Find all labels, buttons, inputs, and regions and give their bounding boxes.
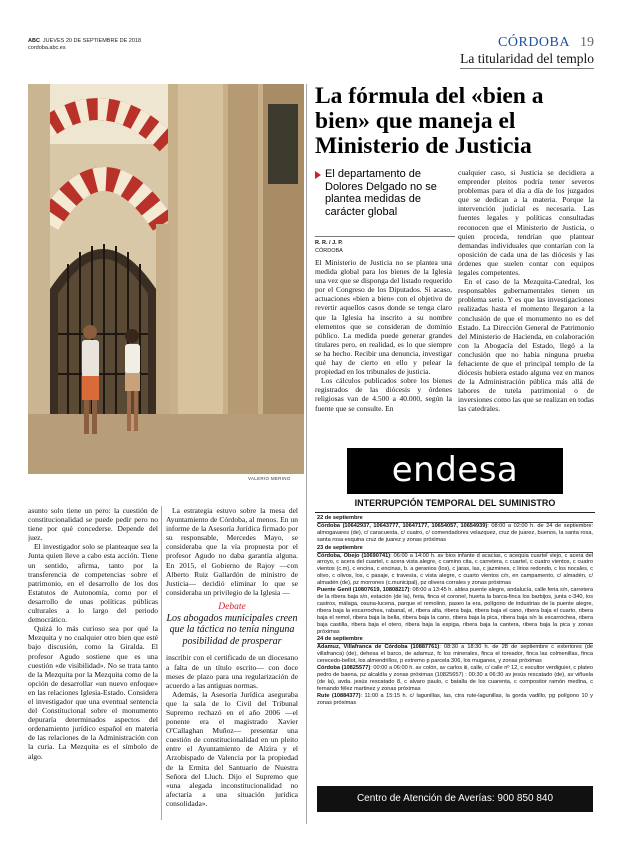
paragraph: inscribir con el certificado de un diocesano a falta de un título escrito— con doce meses de plazo para una regularización de acuerdo a las antiguas normas. [166,653,298,690]
endesa-logo: endesa [347,448,563,494]
paragraph: asunto solo tiene un pero: la cuestión de constitucionalidad se puede pedir pero no tiene por qué concederse. Depende del juez. [28,506,158,543]
mezquita-photo [28,84,304,474]
section-title: CÓRDOBA [498,35,570,50]
byline-city: CÓRDOBA [315,248,343,254]
pull-quote-label: Debate [218,601,246,612]
subsection-title: La titularidad del templo [460,51,594,69]
paragraph: Quizá lo más curioso sea por qué la Mezquita y no cualquier otro bien que esté bajo discusión, como la Giralda. El profesor Agudo sostiene que es una cuestión «de visibilidad». No se trata tanto de la Mezquita por la Mezquita como de la opción de desarrollar «un nuevo enfoque» en las relaciones Iglesia-Estado. Considera el investigador que una eventual sentencia del Constitucional sobre el monumento depuraría determinados aspectos del ordenamiento jurídico español en materia de las relaciones de la Administración con la curia. La Mezquita es el símbolo de algo. [28,624,158,761]
paragraph: cualquier caso, si Justicia se decidiera a emprender pleitos podría tener severos problemas para el día a día de los juzgados que se dedican a la materia. Porque la intervención judicial es necesaria. Las fuentes legales y políticas consultadas reconocen que el Ministerio de Justicia, o quien proceda, tendrían que plantear demandas individuales que contarían con la oposición de cada una de las diócesis y las órdenes que suelen contar con equipos legales competentes. [458,168,594,278]
outage-entry [317,644,593,665]
byline [315,236,455,255]
pull-quote-text: Los abogados municipales creen que la táctica no tenía ninguna posibilidad de prosperar [166,612,298,647]
column-divider [306,84,307,824]
byline-author: R. R. / J. P. [315,240,343,246]
article-subhead: El departamento de Dolores Delgado no se plantea medidas de carácter global [315,168,455,218]
outage-detail: : 08:00 a 13:45 h. aldea puente alegre, andalucía, calle feria s/n, carretera de la ribera baja s/n, estación (de la), feria, finca el coronel, huerta la barca-finca los barbijos, junta c-340, los castros, málaga, osuna-lucena, parque el remolino, paseo la era, polígono de industrias de la puente alegre, ribera baja la escarrochea, rabanal, el, ribera alta, ribera baja, ribera baja el cano, ribera baja el cuarto, ribera baja el remol, ribera baja la bella, ribera baja la cano, ribera baja la pica, ribera baja s/n la escarrochea, ribera baja castilla, ribera baja el otero, ribera baja la espiga, ribera baja la cantera, ribera baja la pica y zonas próximas [317,587,593,635]
outage-entry [317,693,593,707]
column-divider [161,506,162,820]
outage-place: Rute (10884377) [317,692,361,699]
paragraph: Los cálculos publicados sobre los bienes registrados de las diócesis y órdenes religiosas van de 4.500 a 40.000, según la fuente que se consulte. En [315,376,452,413]
publication-date: JUEVES 20 DE SEPTIEMBRE DE 2018 [42,38,142,44]
article-column-4 [166,506,298,820]
outage-detail: : 00:00 a 06:00 h. av colón, av carlos iii, calle, c/ calle nº 12, c escultor verdiguier, c plateo pedro de baena, pz alcaldía y zonas próximas (10825657) : 00:30 a 06:30 av jesús rescatado (de), av viñuela (de la), avda. jesús rescatado 8, c alvaro paulo, c batalla de los cuarenta, c compositor ramón medina, c fernando félez martinez y zonas próximas [317,665,593,692]
ad-title: INTERRUPCIÓN TEMPORAL DEL SUMINISTRO [315,498,595,513]
paragraph: El investigador solo se planteaque sea la Junta quien lleve a cabo esta acción. Tiene un sentido, afirma, tanto por la transferencia de competencias sobre el patrimonio, en el desarrollo de los dos Estatutos de Autonomía, como por el desarrollo de unas políticas públicas culturales a lo largo del periodo democrático. [28,542,158,625]
publication-name: ABC [28,38,40,44]
photo-credit: VALERIO MERINO [248,476,291,481]
page-header [28,34,594,70]
outage-place: Córdoba, Obejo (10690741) [317,552,391,559]
outage-date: 24 de septiembre [317,636,593,644]
paragraph: El Ministerio de Justicia no se plantea una medida global para los bienes de la Iglesia una vez que se disponga del listado requerido por el Congreso de los Diputados. Si acaso, actuaciones «bien a bien» con el objetivo de revertir aquellos casos donde se tenga claro que la Iglesia ha inscrito a su nombre elementos que se consideran de dominio público. La medida puede generar grandes titulares pero, en realidad, es lo que siempre se ha hecho. Recibir una denuncia, investigar qué hay de cierto en ello y pelear la propiedad en los tribunales de justicia. [315,258,452,377]
ad-footer-hotline: Centro de Atención de Averías: 900 850 840 [317,786,593,812]
outage-entry [317,523,593,544]
outage-entry [317,553,593,588]
pull-quote [166,601,298,648]
outage-place: Córdoba (10825577) [317,665,371,672]
outage-entry [317,587,593,635]
outage-detail: : 11:00 a 15:15 h. c/ lagunillas, las, ctra rute-lagunillas, la gorda vadillo, pg polígono 10 y zonas próximas [317,692,593,706]
paragraph: En el caso de la Mezquita-Catedral, los responsables gubernamentales tienen un problema serio. Y es que las investigaciones realizadas hasta el momento llegaron a la conclusión de que el monumento no es del Estado. La Dirección General de Patrimonio del Ministerio de Hacienda, en colaboración con la Abogacía del Estado, llegó a la conclusión que no había ninguna prueba fehaciente de que el principal templo de la diócesis hubiera estado alguna vez en manos de la Administración pública más allá de labores de tutela patrimonial o de inversiones como las que se realizan en todas las catedrales. [458,277,594,414]
paragraph: Además, la Asesoría Jurídica aseguraba que la sala de lo Civil del Tribunal Supremo rechazó en el año 2006 —el ponente era el magistrado Xavier O'Callaghan Muñoz— presentar una cuestión de constitucionalidad en un pleito entre el Ayuntamiento de Alzira y el Arzobispado de Valencia por la propiedad de la Ermita del Santuario de Nuestra Señora del Lluch. Dijo el Supremo que «una alegada inconstitucionalidad no afectaría a una situación jurídica consolidada». [166,689,298,808]
outage-entry [317,665,593,693]
outage-place: Córdoba (10642937, 10643777, 10647177, 10654057, 10654939) [317,522,488,529]
mezquita-arches-image [28,84,304,474]
outage-place: Adamuz, Villafranca de Córdoba (10887761) [317,644,440,651]
article-headline: La fórmula del «bien a bien» que maneja el Ministerio de Justicia [315,83,544,159]
outage-detail: : 06:00 a 14:00 h. av bios infante d acacias, c acequia cuartel viejo, c acera del arroyo, c acera del cuartel, c acera vista alegre, c camino cita, c carretera, c cuartel, c cuatro vientos, c cuatro vientos (c.m), c encina, c encinas, b. a geranios (los), c jaras, las, c jazmines, c lirios redondo, c los nocales, c olivo, c olivos, los, c pasaje, c travesía, c vista alegre, c cuarto vientos c/n, en campamento, c/ almadén, c/ almadén (de), pz morrones (c.municipal), pz olivera corrales y zonas próximas [317,552,593,587]
outage-detail: : 08:00 a 02:00 h. de 24 de septiembre: almogavares (de), c/ caracuesta, c/ cuatro, c/ comendadores velazquez, cruz de juarez, buenos, la santa rosa, santa rosa esquina cruz de juarez y zonas próximas [317,522,593,543]
outage-list [317,514,593,783]
page-number: 19 [580,35,594,50]
outage-detail: : 08:30 a 18:30 h. de 28 de septiembre c exteriores (de villafranca) (de), dehesa el barco, de adamuz, fc los minerales, finca el toreador, finca las colmenillas, finca cerecedo-bellot, los almendrillos, p extremo p parcela 306, los muganes, y zonas próximas [317,644,593,665]
outage-place: Puente Genil (10807619, 10808217) [317,587,410,594]
article-column-2 [458,168,594,436]
outage-date: 23 de septiembre [317,545,593,553]
article-column-3 [28,506,158,820]
endesa-advertisement [315,440,595,828]
paragraph: La estrategia estuvo sobre la mesa del Ayuntamiento de Córdoba, al menos. En un informe de la Asesoría Jurídica firmado por su responsable, Mercedes Mayo, se consideraba que la vía propuesta por el profesor Agudo no daba garantía alguna. En 2015, el Gobierno de Rajoy —con Alberto Ruiz Gallardón de ministro de Justicia— decidió eliminar lo que se consideraba un privilegio de la Iglesia — [166,506,298,597]
outage-date: 22 de septiembre [317,515,593,523]
website: cordoba.abc.es [28,45,66,51]
article-column-1 [315,258,452,436]
header-meta [28,38,141,52]
